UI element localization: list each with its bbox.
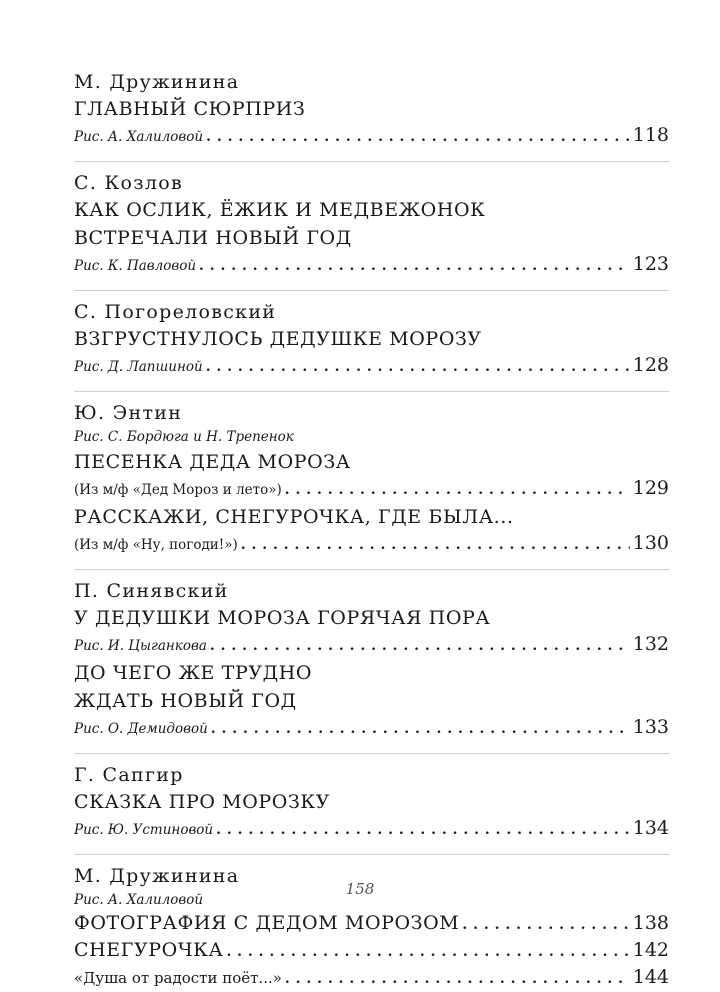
toc-entry-row <box>74 353 669 380</box>
author-name: С. Козлов <box>74 172 184 194</box>
work-title: ПЕСЕНКА ДЕДА МОРОЗА <box>74 451 351 473</box>
illustrator-credit: Рис. О. Демидовой <box>74 721 208 737</box>
page-number: 128 <box>632 354 669 376</box>
work-title: СКАЗКА ПРО МОРОЗКУ <box>74 791 331 813</box>
dot-leader <box>199 252 630 279</box>
author-name: М. Дружинина <box>74 71 240 93</box>
author-name: Г. Сапгир <box>74 764 184 786</box>
author-name: М. Дружинина <box>74 865 240 887</box>
toc-entry-row <box>74 715 669 742</box>
toc-entry-row <box>74 123 669 150</box>
work-title: «Душа от радости поёт...» <box>74 969 282 987</box>
page-number: 142 <box>632 939 669 961</box>
toc-entry-row <box>74 911 669 938</box>
toc-section <box>74 300 669 392</box>
dot-leader <box>285 476 630 503</box>
work-title: КАК ОСЛИК, ЁЖИК И МЕДВЕЖОНОК <box>74 199 486 221</box>
illustrator-credit: Рис. А. Халиловой <box>74 892 204 908</box>
work-title: ВСТРЕЧАЛИ НОВЫЙ ГОД <box>74 227 352 249</box>
source-note: (Из м/ф «Дед Мороз и лето») <box>74 482 282 498</box>
table-of-contents <box>74 70 669 992</box>
toc-entry-row <box>74 938 669 965</box>
folio-page-number: 158 <box>345 880 375 898</box>
work-title: ФОТОГРАФИЯ С ДЕДОМ МОРОЗОМ <box>74 912 460 934</box>
page-number: 132 <box>632 633 669 655</box>
author-name: С. Погореловский <box>74 301 277 323</box>
dot-leader <box>210 632 630 659</box>
illustrator-credit: Рис. А. Халиловой <box>74 129 204 145</box>
dot-leader <box>226 938 629 965</box>
page-number: 118 <box>632 124 669 146</box>
toc-section <box>74 70 669 162</box>
illustrator-credit: Рис. К. Павловой <box>74 258 197 274</box>
work-title: РАССКАЖИ, СНЕГУРОЧКА, ГДЕ БЫЛА... <box>74 506 514 528</box>
page-number: 133 <box>632 716 669 738</box>
work-title: ГЛАВНЫЙ СЮРПРИЗ <box>74 98 306 120</box>
illustrator-credit: Рис. Ю. Устиновой <box>74 822 214 838</box>
toc-entry-row <box>74 632 669 659</box>
dot-leader <box>285 965 630 992</box>
dot-leader <box>206 123 630 150</box>
toc-entry-row <box>74 476 669 503</box>
source-note: (Из м/ф «Ну, погоди!») <box>74 537 238 553</box>
toc-entry-row <box>74 965 669 992</box>
page-number: 138 <box>632 912 669 934</box>
toc-section <box>74 171 669 291</box>
dot-leader <box>241 531 630 558</box>
work-title: СНЕГУРОЧКА <box>74 939 224 961</box>
toc-section <box>74 763 669 855</box>
work-title: У ДЕДУШКИ МОРОЗА ГОРЯЧАЯ ПОРА <box>74 607 491 629</box>
dot-leader <box>216 816 630 843</box>
page-number: 123 <box>632 253 669 275</box>
toc-section <box>74 401 669 570</box>
author-name: Ю. Энтин <box>74 402 183 424</box>
page-number: 129 <box>632 477 669 499</box>
illustrator-credit: Рис. Д. Лапшиной <box>74 359 203 375</box>
dot-leader <box>206 353 630 380</box>
dot-leader <box>462 911 629 938</box>
author-name: П. Синявский <box>74 580 229 602</box>
toc-entry-row <box>74 816 669 843</box>
work-title: ЖДАТЬ НОВЫЙ ГОД <box>74 690 297 712</box>
page-number: 134 <box>632 817 669 839</box>
page-number: 144 <box>632 966 669 988</box>
work-title: ВЗГРУСТНУЛОСЬ ДЕДУШКЕ МОРОЗУ <box>74 328 482 350</box>
illustrator-credit: Рис. С. Бордюга и Н. Трепенок <box>74 429 294 445</box>
page-number: 130 <box>632 532 669 554</box>
work-title: ДО ЧЕГО ЖЕ ТРУДНО <box>74 662 313 684</box>
toc-entry-row <box>74 531 669 558</box>
illustrator-credit: Рис. И. Цыганкова <box>74 638 207 654</box>
dot-leader <box>211 715 630 742</box>
toc-section <box>74 579 669 754</box>
toc-entry-row <box>74 252 669 279</box>
